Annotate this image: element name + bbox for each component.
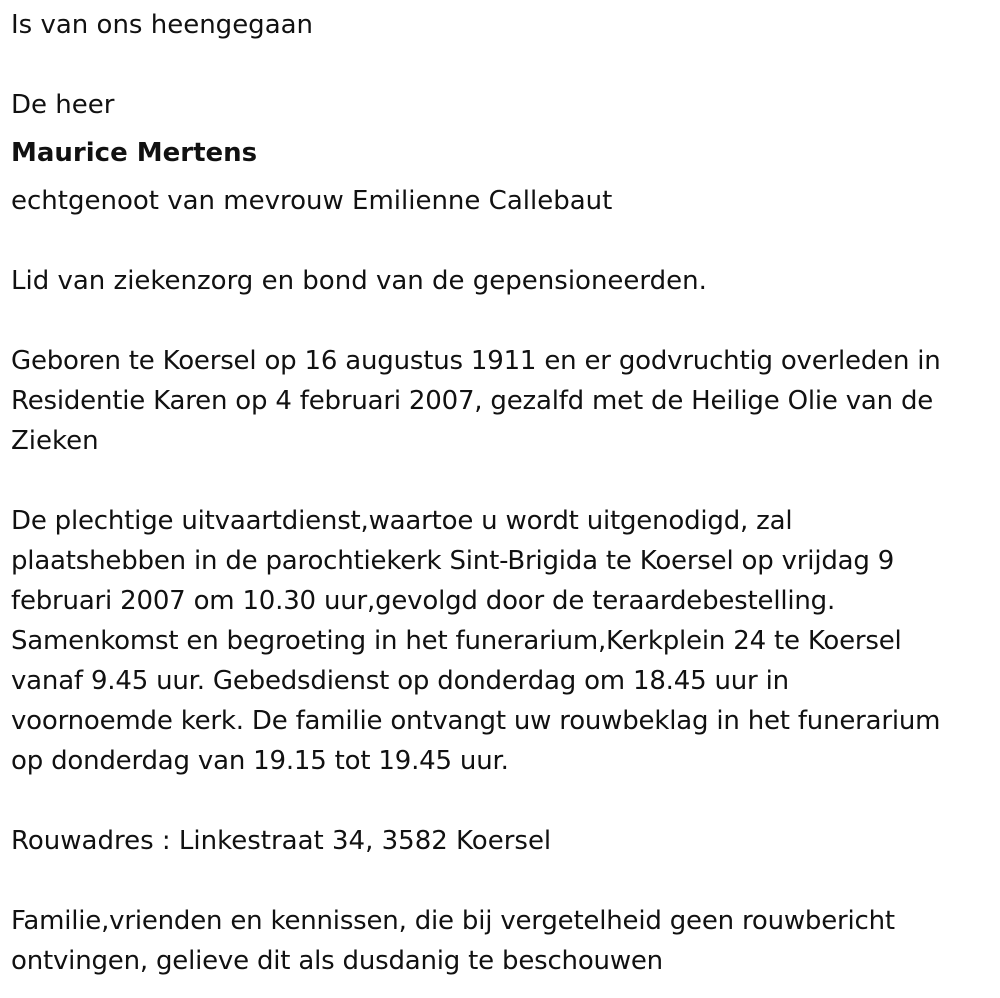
birth-death-paragraph xyxy=(11,341,991,461)
spacer xyxy=(11,173,991,181)
paragraph-line: Samenkomst en begroeting in het funerarium,Kerkplein 24 te Koersel xyxy=(11,626,902,656)
paragraph-line: Familie,vrienden en kennissen, die bij vergetelheid geen rouwbericht xyxy=(11,906,895,936)
closing-paragraph xyxy=(11,901,991,981)
spacer xyxy=(11,781,991,821)
spacer xyxy=(11,461,991,501)
membership-text: Lid van ziekenzorg en bond van de gepensioneerden. xyxy=(11,266,707,296)
spacer xyxy=(11,45,991,85)
paragraph-line: ontvingen, gelieve dit als dusdanig te beschouwen xyxy=(11,946,663,976)
paragraph-line: plaatshebben in de parochtiekerk Sint-Brigida te Koersel op vrijdag 9 xyxy=(11,546,895,576)
paragraph-line: Residentie Karen op 4 februari 2007, gezalfd met de Heilige Olie van de xyxy=(11,386,934,416)
address-text: Rouwadres : Linkestraat 34, 3582 Koersel xyxy=(11,826,552,856)
paragraph-line: februari 2007 om 10.30 uur,gevolgd door de teraardebestelling. xyxy=(11,586,836,616)
spacer xyxy=(11,221,991,261)
spouse-text: echtgenoot van mevrouw Emilienne Callebaut xyxy=(11,186,613,216)
paragraph-line: Zieken xyxy=(11,426,99,456)
obituary-notice xyxy=(11,5,991,981)
funeral-paragraph xyxy=(11,501,991,781)
spacer xyxy=(11,301,991,341)
paragraph-line: Geboren te Koersel op 16 augustus 1911 en er godvruchtig overleden in xyxy=(11,346,941,376)
paragraph-line: voornoemde kerk. De familie ontvangt uw rouwbeklag in het funerarium xyxy=(11,706,941,736)
intro-text: Is van ons heengegaan xyxy=(11,10,314,40)
paragraph-line: De plechtige uitvaartdienst,waartoe u wordt uitgenodigd, zal xyxy=(11,506,793,536)
spacer xyxy=(11,861,991,901)
deceased-name: Maurice Mertens xyxy=(11,138,258,168)
salutation-text: De heer xyxy=(11,90,115,120)
paragraph-line: vanaf 9.45 uur. Gebedsdienst op donderdag om 18.45 uur in xyxy=(11,666,789,696)
paragraph-line: op donderdag van 19.15 tot 19.45 uur. xyxy=(11,746,509,776)
spacer xyxy=(11,125,991,133)
